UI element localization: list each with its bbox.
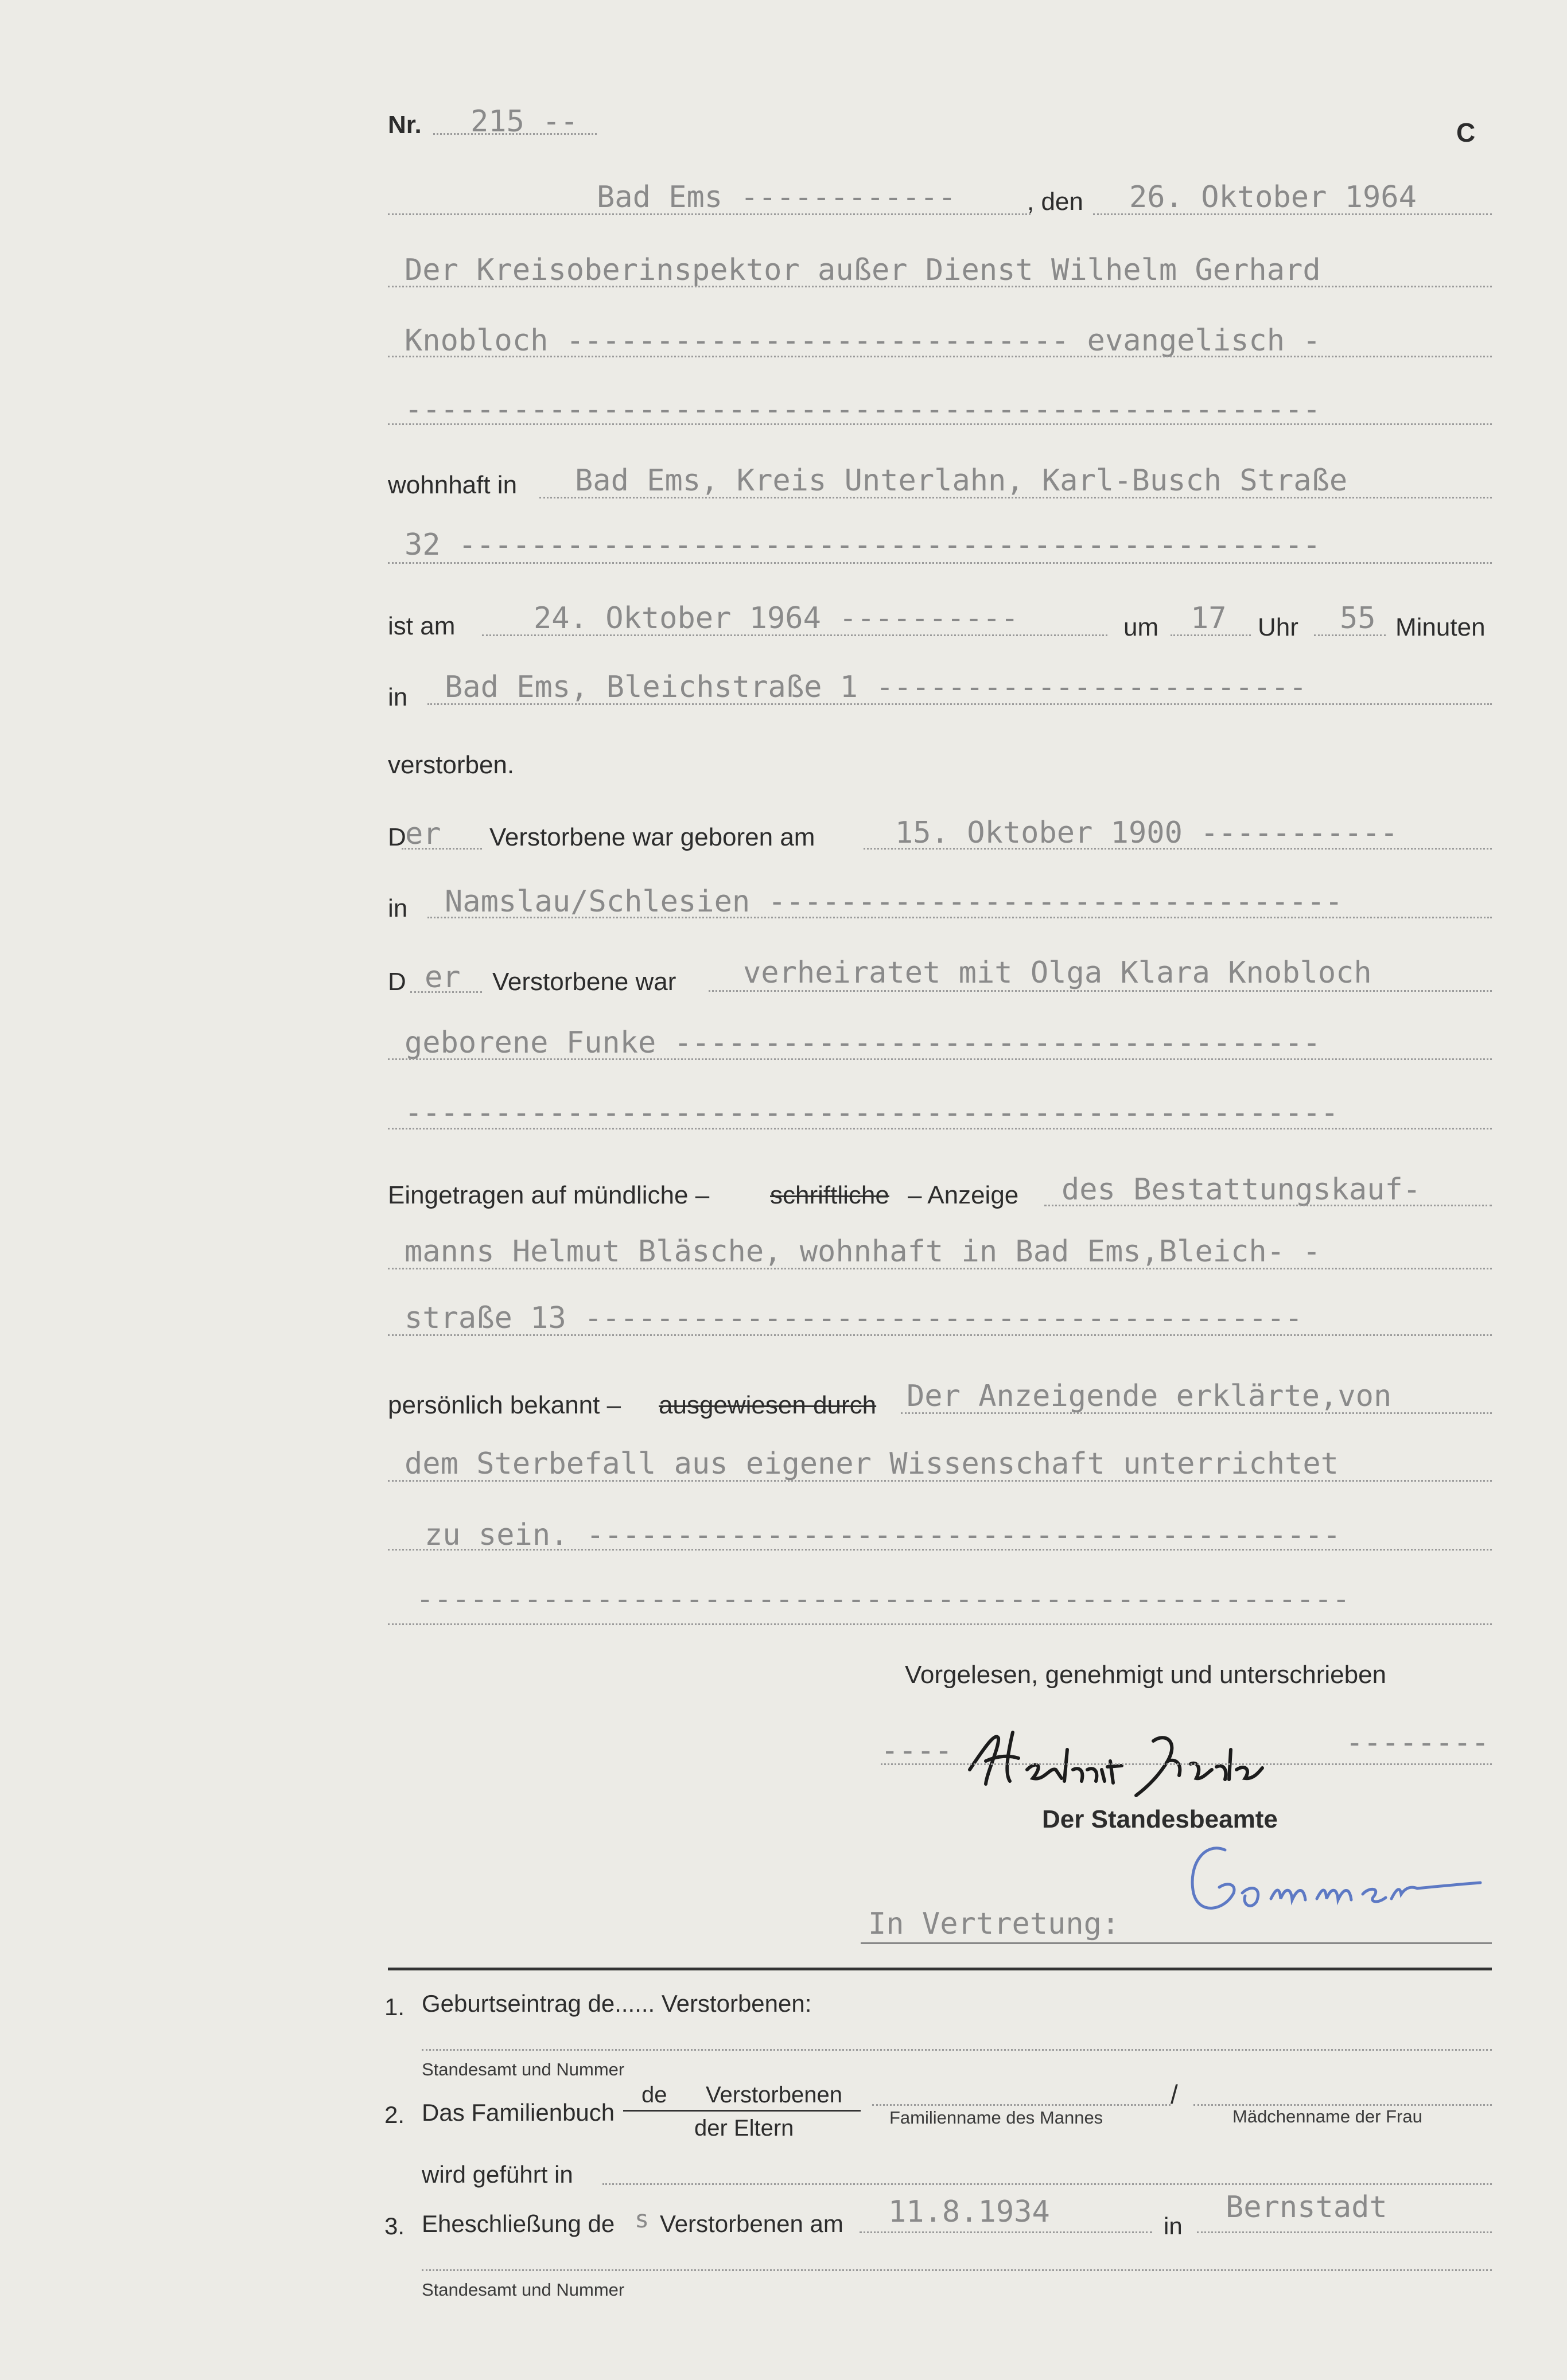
person-dotted-2 (388, 356, 1492, 357)
death-place-dotted (427, 703, 1492, 705)
residence-dotted-1 (539, 497, 1492, 498)
registration-label-suffix: – Anzeige (908, 1181, 1019, 1209)
closing-dash-left: ---- (881, 1734, 953, 1768)
marital-er-dotted (410, 991, 482, 993)
death-minutes: 55 (1340, 601, 1376, 636)
hour-dotted (1171, 634, 1251, 636)
birth-date: 15. Oktober 1900 ----------- (895, 816, 1398, 850)
form-letter: C (1456, 118, 1476, 147)
marital-dotted-1 (709, 990, 1492, 992)
identity-dotted-1 (901, 1412, 1492, 1414)
deputy-signature-line (861, 1942, 1492, 1944)
death-date-dotted (482, 634, 1107, 636)
residence-label: wohnhaft in (388, 471, 518, 499)
identity-line-3: zu sein. ------------------------------------------ (425, 1518, 1341, 1552)
marital-line-1: verheiratet mit Olga Klara Knobloch (743, 956, 1372, 990)
item3-typed-s: s (635, 2205, 650, 2233)
item3-place-dotted (1197, 2231, 1492, 2233)
item3-label-2: Verstorbenen am (660, 2210, 843, 2237)
registration-label-prefix: Eingetragen auf mündliche – (388, 1181, 710, 1209)
item2-label: Das Familienbuch (422, 2099, 615, 2126)
birth-place-dotted (427, 917, 1492, 918)
marital-dotted-3 (388, 1128, 1492, 1129)
section-divider (388, 1968, 1492, 1970)
item2-fraction-bar (623, 2110, 861, 2112)
verstorben-label: verstorben. (388, 751, 515, 779)
registration-line-3: straße 13 ---------------------------------------- (405, 1301, 1303, 1335)
read-approved-text: Vorgelesen, genehmigt und unterschrieben (905, 1661, 1387, 1689)
item2-slash: / (1171, 2079, 1178, 2109)
date-typed: 26. Oktober 1964 (1129, 180, 1417, 215)
item2-option-eltern: der Eltern (694, 2116, 794, 2141)
place-dotted-line (388, 213, 1031, 215)
marital-line-3: ---------------------------------------------------- (405, 1096, 1339, 1130)
registration-struck: schriftliche (770, 1181, 889, 1209)
identity-dotted-3 (388, 1549, 1492, 1551)
item3-caption: Standesamt und Nummer (422, 2280, 625, 2300)
den-label: , den (1027, 188, 1083, 216)
birth-label: Verstorbene war geboren am (489, 823, 815, 851)
birth-der-typed: er (405, 817, 441, 851)
item1-label: Geburtseintrag de...... Verstorbenen: (422, 1990, 812, 2017)
registration-dotted-3 (388, 1334, 1492, 1336)
item3-date-dotted (860, 2231, 1152, 2233)
marital-d-prefix: D (388, 968, 406, 996)
item2-de: de (641, 2082, 667, 2108)
death-in-label: in (388, 683, 408, 711)
nr-dotted-line (433, 133, 597, 135)
item3-date: 11.8.1934 (888, 2195, 1050, 2229)
registration-line-1: des Bestattungskauf- (1061, 1173, 1421, 1207)
marital-er-typed: er (425, 960, 461, 995)
item2-caption-wife: Mädchenname der Frau (1232, 2106, 1422, 2126)
nr-value: 215 -- (471, 104, 578, 139)
item2-kept-in-dotted (602, 2183, 1492, 2185)
registrar-title: Der Standesbeamte (1042, 1805, 1278, 1833)
marital-label: Verstorbene war (492, 968, 676, 996)
identity-label-prefix: persönlich bekannt – (388, 1391, 621, 1419)
item3-num: 3. (384, 2212, 405, 2239)
identity-struck: ausgewiesen durch (659, 1391, 877, 1419)
item2-husband-dotted (872, 2104, 1171, 2106)
registration-dotted-2 (388, 1268, 1492, 1269)
birth-der-dotted (402, 848, 482, 850)
identity-line-4: ---------------------------------------------------- (416, 1582, 1350, 1616)
date-dotted-line (1093, 213, 1492, 215)
person-line-3: --------------------------------------------------- (405, 392, 1321, 427)
item2-caption-husband: Familienname des Mannes (889, 2108, 1103, 2128)
registrar-signature (1171, 1830, 1492, 1933)
residence-dotted-2 (388, 562, 1492, 564)
informant-signature (964, 1715, 1308, 1801)
item1-caption: Standesamt und Nummer (422, 2059, 625, 2079)
item3-place: Bernstadt (1226, 2190, 1387, 2225)
identity-line-2: dem Sterbefall aus eigener Wissenschaft unterrichtet (405, 1447, 1339, 1481)
item2-option-verstorbenen: Verstorbenen (706, 2082, 842, 2108)
birth-date-dotted (864, 848, 1492, 850)
item2-wife-dotted (1193, 2104, 1492, 2106)
minutes-dotted (1314, 634, 1386, 636)
uhr-label: Uhr (1258, 613, 1298, 641)
marital-line-2: geborene Funke ------------------------------------ (405, 1026, 1321, 1060)
person-dotted-1 (388, 286, 1492, 287)
death-date: 24. Oktober 1964 ---------- (534, 601, 1019, 636)
item2-num: 2. (384, 2101, 405, 2128)
residence-line-1: Bad Ems, Kreis Unterlahn, Karl-Busch Straße (575, 463, 1348, 498)
item3-in-label: in (1164, 2212, 1183, 2239)
item3-label: Eheschließung de (422, 2210, 615, 2237)
birth-der-prefix: D (388, 823, 406, 851)
closing-dash-right: -------- (1346, 1725, 1490, 1760)
identity-line-1: Der Anzeigende erklärte,von (907, 1379, 1392, 1413)
ist-am-label: ist am (388, 612, 456, 640)
item2-kept-in: wird geführt in (422, 2161, 573, 2188)
um-label: um (1123, 613, 1159, 641)
birth-place: Namslau/Schlesien -------------------------------- (445, 885, 1343, 919)
item1-num: 1. (384, 1993, 405, 2020)
item1-dotted (422, 2049, 1492, 2051)
registration-dotted-1 (1044, 1205, 1492, 1206)
place-typed: Bad Ems ------------ (597, 180, 956, 215)
marital-dotted-2 (388, 1058, 1492, 1060)
death-place: Bad Ems, Bleichstraße 1 ------------------------ (445, 670, 1307, 704)
person-line-2: Knobloch ---------------------------- evangelisch - (405, 324, 1321, 358)
signature-dotted-line (881, 1763, 1492, 1765)
identity-dotted-4 (388, 1623, 1492, 1625)
deputy-label: In Vertretung: (868, 1907, 1120, 1941)
item3-registry-dotted (422, 2269, 1492, 2271)
death-hour: 17 (1191, 601, 1227, 636)
nr-label: Nr. (388, 111, 422, 139)
birth-in-label: in (388, 894, 408, 922)
minuten-label: Minuten (1395, 613, 1486, 641)
person-dotted-3 (388, 423, 1492, 425)
residence-line-2: 32 ------------------------------------------------ (405, 528, 1321, 562)
registration-line-2: manns Helmut Bläsche, wohnhaft in Bad Ems,Bleich- - (405, 1234, 1321, 1269)
identity-dotted-2 (388, 1480, 1492, 1482)
person-line-1: Der Kreisoberinspektor außer Dienst Wilhelm Gerhard (405, 253, 1321, 287)
